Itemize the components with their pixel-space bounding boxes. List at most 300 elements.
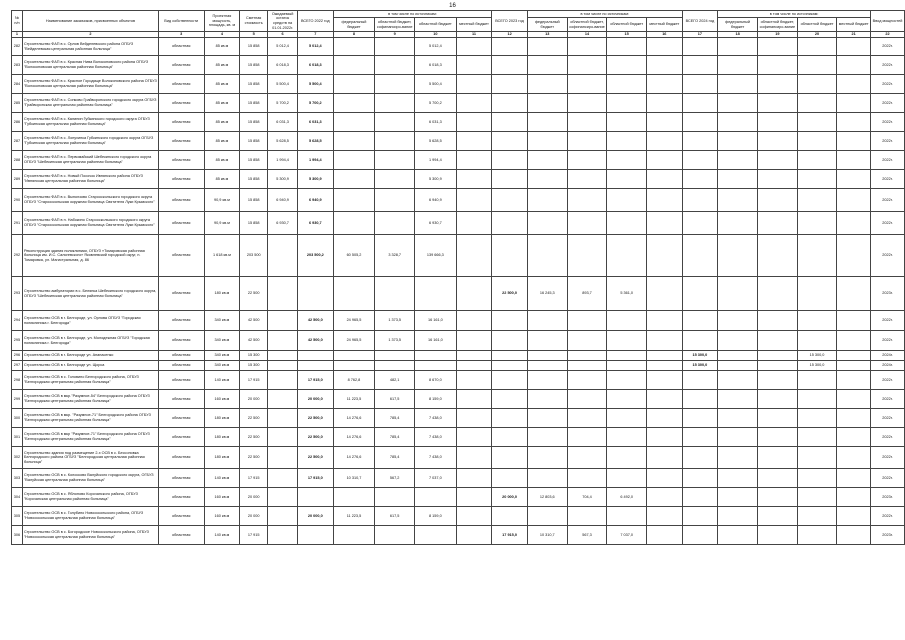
table-cell bbox=[718, 170, 758, 189]
row-number-cell: 305 bbox=[12, 507, 23, 526]
table-cell bbox=[797, 488, 837, 507]
table-cell bbox=[567, 371, 607, 390]
table-cell: областная bbox=[158, 75, 204, 94]
table-cell bbox=[527, 212, 567, 235]
table-cell bbox=[797, 75, 837, 94]
table-cell: 2022г. bbox=[871, 94, 905, 113]
table-cell: 5 300,9 bbox=[268, 170, 298, 189]
table-cell bbox=[567, 235, 607, 277]
table-cell bbox=[837, 151, 871, 170]
table-cell bbox=[757, 351, 797, 361]
table-cell: 85 кв.м bbox=[204, 94, 240, 113]
table-cell: 8 159,0 bbox=[415, 507, 457, 526]
row-number-cell: 299 bbox=[12, 390, 23, 409]
row-number-cell: 295 bbox=[12, 331, 23, 351]
table-cell: 15 300 bbox=[240, 351, 268, 361]
table-cell bbox=[268, 371, 298, 390]
table-cell: 2022г. bbox=[871, 390, 905, 409]
table-cell bbox=[757, 151, 797, 170]
table-cell bbox=[682, 170, 718, 189]
table-cell bbox=[682, 526, 718, 545]
table-cell bbox=[682, 390, 718, 409]
table-cell bbox=[567, 331, 607, 351]
table-cell: 2024г. bbox=[871, 361, 905, 371]
table-cell bbox=[682, 132, 718, 151]
table-cell bbox=[492, 447, 528, 469]
table-cell bbox=[268, 447, 298, 469]
table-cell bbox=[646, 507, 682, 526]
table-cell bbox=[646, 277, 682, 311]
table-cell bbox=[646, 447, 682, 469]
table-cell bbox=[567, 351, 607, 361]
table-cell bbox=[837, 38, 871, 56]
table-cell: 5 012,4 bbox=[268, 38, 298, 56]
table-cell: 15 858 bbox=[240, 170, 268, 189]
table-cell bbox=[646, 38, 682, 56]
table-cell: 1 618 кв.м bbox=[204, 235, 240, 277]
table-cell bbox=[646, 56, 682, 75]
table-row bbox=[12, 311, 905, 331]
object-name-cell: Строительство ФАП в п. Набокино Старооскольского городского округа ОГБУЗ "Старооскольская окружная больница Святителя Луки Крымского" bbox=[22, 212, 158, 235]
table-cell bbox=[718, 113, 758, 132]
row-number-cell: 288 bbox=[12, 151, 23, 170]
table-cell bbox=[682, 311, 718, 331]
table-cell bbox=[718, 311, 758, 331]
column-number: 7 bbox=[298, 32, 334, 38]
table-cell: 22 500 bbox=[240, 409, 268, 428]
column-number: 13 bbox=[527, 32, 567, 38]
table-cell bbox=[375, 56, 415, 75]
table-cell bbox=[607, 390, 647, 409]
table-cell bbox=[757, 235, 797, 277]
table-cell bbox=[757, 113, 797, 132]
table-cell bbox=[567, 212, 607, 235]
table-cell bbox=[567, 113, 607, 132]
table-cell bbox=[333, 277, 375, 311]
table-cell bbox=[646, 189, 682, 212]
table-cell bbox=[492, 235, 528, 277]
table-cell bbox=[527, 56, 567, 75]
object-name-cell: Строительство ФАП в с. Красная Нива Волоконовского района ОГБУЗ "Волоконовская центральная районная больница" bbox=[22, 56, 158, 75]
table-cell bbox=[607, 113, 647, 132]
table-cell bbox=[607, 361, 647, 371]
table-cell: областная bbox=[158, 390, 204, 409]
table-cell: 11 223,5 bbox=[333, 507, 375, 526]
table-cell: 617,5 bbox=[375, 507, 415, 526]
table-cell: 6 930,7 bbox=[298, 212, 334, 235]
table-cell bbox=[646, 235, 682, 277]
table-cell bbox=[492, 212, 528, 235]
table-cell bbox=[837, 390, 871, 409]
table-cell: 2022г. bbox=[871, 469, 905, 488]
table-cell: 160 кв.м bbox=[204, 390, 240, 409]
table-cell bbox=[415, 526, 457, 545]
column-number: 10 bbox=[415, 32, 457, 38]
table-cell bbox=[646, 428, 682, 447]
table-cell bbox=[456, 151, 492, 170]
table-cell bbox=[607, 94, 647, 113]
table-cell bbox=[375, 526, 415, 545]
table-cell: 6 031,3 bbox=[415, 113, 457, 132]
row-number-cell: 298 bbox=[12, 371, 23, 390]
table-cell: 5 500,4 bbox=[268, 75, 298, 94]
table-cell bbox=[718, 428, 758, 447]
table-cell bbox=[456, 361, 492, 371]
table-cell bbox=[797, 371, 837, 390]
table-cell: 5 500,4 bbox=[415, 75, 457, 94]
table-cell: областная bbox=[158, 331, 204, 351]
row-number-cell: 304 bbox=[12, 488, 23, 507]
row-number-cell: 300 bbox=[12, 409, 23, 428]
table-cell bbox=[527, 507, 567, 526]
table-cell: 140 кв.м bbox=[204, 526, 240, 545]
table-cell bbox=[456, 311, 492, 331]
table-cell: 22 500,0 bbox=[298, 447, 334, 469]
table-cell bbox=[837, 447, 871, 469]
table-cell bbox=[757, 428, 797, 447]
table-cell bbox=[333, 526, 375, 545]
table-row bbox=[12, 331, 905, 351]
table-cell: 8 159,0 bbox=[415, 390, 457, 409]
table-cell bbox=[607, 371, 647, 390]
table-cell bbox=[375, 170, 415, 189]
table-cell bbox=[333, 189, 375, 212]
table-cell: 180 кв.м bbox=[204, 428, 240, 447]
table-cell bbox=[607, 38, 647, 56]
table-cell bbox=[527, 311, 567, 331]
column-number: 12 bbox=[492, 32, 528, 38]
table-cell bbox=[456, 331, 492, 351]
table-cell bbox=[268, 409, 298, 428]
table-cell bbox=[837, 428, 871, 447]
group-header: в том числе по источникам: bbox=[333, 11, 492, 18]
table-cell: 2022г. bbox=[871, 151, 905, 170]
table-cell bbox=[837, 507, 871, 526]
object-name-cell: Строительство ОСВ в мкр."Разумное-54" Белгородского района ОГБУЗ "Белгородская центральная районная больница" bbox=[22, 390, 158, 409]
table-cell bbox=[682, 507, 718, 526]
table-cell bbox=[646, 132, 682, 151]
column-number: 19 bbox=[757, 32, 797, 38]
table-cell bbox=[268, 390, 298, 409]
table-cell bbox=[757, 390, 797, 409]
table-cell: 6 930,7 bbox=[268, 212, 298, 235]
table-body bbox=[12, 38, 905, 545]
table-cell bbox=[646, 113, 682, 132]
table-cell bbox=[527, 75, 567, 94]
table-cell bbox=[797, 170, 837, 189]
table-cell bbox=[268, 488, 298, 507]
table-row bbox=[12, 113, 905, 132]
table-cell bbox=[757, 311, 797, 331]
table-cell: 24 965,5 bbox=[333, 311, 375, 331]
table-cell bbox=[837, 277, 871, 311]
table-cell: 2022г. bbox=[871, 132, 905, 151]
table-row bbox=[12, 488, 905, 507]
table-cell: 5 628,5 bbox=[298, 132, 334, 151]
table-cell bbox=[268, 428, 298, 447]
table-cell: 85 кв.м bbox=[204, 56, 240, 75]
table-cell: 20 000 bbox=[240, 488, 268, 507]
table-cell bbox=[607, 409, 647, 428]
object-name-cell: Строительство ФАП в с. Первомайский Шебекинского городского округа ОГБУЗ "Шебекинская центральная районная больница" bbox=[22, 151, 158, 170]
table-cell bbox=[567, 361, 607, 371]
table-cell bbox=[797, 311, 837, 331]
object-name-cell: Строительство ОСВ в с. Яблоново Корочанского района, ОГБУЗ "Корочанская центральная районная больница" bbox=[22, 488, 158, 507]
table-cell: 2022г. bbox=[871, 371, 905, 390]
table-cell bbox=[837, 351, 871, 361]
table-cell bbox=[456, 56, 492, 75]
table-row bbox=[12, 56, 905, 75]
col-header: федеральный бюджет bbox=[527, 18, 567, 32]
table-cell: 10 310,7 bbox=[527, 526, 567, 545]
table-cell bbox=[527, 189, 567, 212]
table-cell: 160 кв.м bbox=[204, 488, 240, 507]
table-cell bbox=[456, 371, 492, 390]
row-number-cell: 297 bbox=[12, 361, 23, 371]
table-cell bbox=[268, 235, 298, 277]
table-cell: 6 940,9 bbox=[298, 189, 334, 212]
table-cell bbox=[607, 507, 647, 526]
table-cell bbox=[333, 361, 375, 371]
table-cell bbox=[718, 151, 758, 170]
table-cell bbox=[333, 351, 375, 361]
table-cell bbox=[718, 56, 758, 75]
table-cell bbox=[797, 151, 837, 170]
table-cell: 15 858 bbox=[240, 132, 268, 151]
table-cell: 7 438,0 bbox=[415, 428, 457, 447]
table-cell bbox=[837, 189, 871, 212]
table-row bbox=[12, 409, 905, 428]
table-cell: 2023г. bbox=[871, 488, 905, 507]
table-cell bbox=[797, 428, 837, 447]
table-cell bbox=[607, 170, 647, 189]
table-cell bbox=[527, 409, 567, 428]
table-cell bbox=[456, 351, 492, 361]
column-number: 9 bbox=[375, 32, 415, 38]
column-number: 2 bbox=[22, 32, 158, 38]
table-cell: 17 915 bbox=[240, 469, 268, 488]
table-cell bbox=[682, 151, 718, 170]
table-cell bbox=[607, 212, 647, 235]
table-cell bbox=[527, 351, 567, 361]
row-number-cell: 303 bbox=[12, 469, 23, 488]
col-header: местный бюджет bbox=[646, 18, 682, 32]
table-cell: 5 628,5 bbox=[268, 132, 298, 151]
table-cell: 2022г. bbox=[871, 235, 905, 277]
table-cell: 15 300,0 bbox=[797, 351, 837, 361]
column-number: 20 bbox=[797, 32, 837, 38]
table-cell: областная bbox=[158, 56, 204, 75]
table-cell bbox=[456, 75, 492, 94]
table-cell: областная bbox=[158, 212, 204, 235]
table-cell: 15 858 bbox=[240, 151, 268, 170]
table-row bbox=[12, 526, 905, 545]
table-row bbox=[12, 447, 905, 469]
table-cell bbox=[268, 469, 298, 488]
table-cell bbox=[837, 132, 871, 151]
table-cell bbox=[797, 390, 837, 409]
table-cell: областная bbox=[158, 277, 204, 311]
table-cell bbox=[607, 311, 647, 331]
column-number: 21 bbox=[837, 32, 871, 38]
table-cell bbox=[646, 488, 682, 507]
table-cell bbox=[456, 390, 492, 409]
table-cell: 11 223,5 bbox=[333, 390, 375, 409]
table-cell: 5 628,5 bbox=[415, 132, 457, 151]
table-cell bbox=[718, 212, 758, 235]
table-cell: 20 000,0 bbox=[298, 390, 334, 409]
row-number-cell: 293 bbox=[12, 277, 23, 311]
table-cell bbox=[718, 351, 758, 361]
table-cell: 2024г. bbox=[871, 351, 905, 361]
column-number: 8 bbox=[333, 32, 375, 38]
table-cell bbox=[375, 132, 415, 151]
row-number-cell: 301 bbox=[12, 428, 23, 447]
column-number: 18 bbox=[718, 32, 758, 38]
table-cell: 180 кв.м bbox=[204, 277, 240, 311]
table-cell bbox=[757, 277, 797, 311]
table-cell: 1 994,4 bbox=[298, 151, 334, 170]
table-cell: 10 310,7 bbox=[333, 469, 375, 488]
page-number: 16 bbox=[449, 3, 456, 9]
table-cell: 12 803,6 bbox=[527, 488, 567, 507]
table-cell: областная bbox=[158, 526, 204, 545]
object-name-cell: Строительство ОСВ в г. Белгороде ул. Апанасенко bbox=[22, 351, 158, 361]
table-cell: 203 500 bbox=[240, 235, 268, 277]
table-cell bbox=[527, 132, 567, 151]
table-cell bbox=[682, 56, 718, 75]
table-cell bbox=[607, 132, 647, 151]
table-cell bbox=[268, 311, 298, 331]
table-cell bbox=[456, 428, 492, 447]
table-cell bbox=[375, 189, 415, 212]
table-cell bbox=[607, 56, 647, 75]
table-cell: 203 500,2 bbox=[298, 235, 334, 277]
table-cell: областная bbox=[158, 311, 204, 331]
table-cell: 15 858 bbox=[240, 38, 268, 56]
table-cell: 2022г. bbox=[871, 170, 905, 189]
table-cell: 160 кв.м bbox=[204, 507, 240, 526]
table-cell bbox=[567, 75, 607, 94]
table-cell bbox=[333, 151, 375, 170]
table-cell bbox=[456, 507, 492, 526]
table-cell: 22 500 bbox=[240, 428, 268, 447]
table-cell: 2022г. bbox=[871, 212, 905, 235]
table-cell bbox=[298, 351, 334, 361]
table-row bbox=[12, 94, 905, 113]
table-cell bbox=[718, 235, 758, 277]
table-cell bbox=[718, 488, 758, 507]
table-cell bbox=[492, 371, 528, 390]
col-header: ВСЕГО 2024 год bbox=[682, 11, 718, 32]
table-cell bbox=[797, 469, 837, 488]
table-cell: 15 858 bbox=[240, 189, 268, 212]
table-cell: 17 915,0 bbox=[298, 469, 334, 488]
table-cell bbox=[567, 56, 607, 75]
table-cell: 22 500,0 bbox=[298, 409, 334, 428]
table-cell bbox=[682, 38, 718, 56]
table-cell bbox=[757, 361, 797, 371]
table-cell: областная bbox=[158, 447, 204, 469]
column-number: 15 bbox=[607, 32, 647, 38]
table-cell bbox=[718, 331, 758, 351]
table-cell bbox=[646, 361, 682, 371]
table-cell bbox=[492, 469, 528, 488]
table-cell: 6 018,3 bbox=[268, 56, 298, 75]
table-cell bbox=[682, 469, 718, 488]
col-header: Сметная стоимость bbox=[240, 11, 268, 32]
table-cell bbox=[757, 526, 797, 545]
table-cell bbox=[837, 488, 871, 507]
table-cell: 15 858 bbox=[240, 56, 268, 75]
table-cell: 2022г. bbox=[871, 428, 905, 447]
table-cell: 15 858 bbox=[240, 75, 268, 94]
table-cell bbox=[837, 75, 871, 94]
table-row bbox=[12, 189, 905, 212]
table-cell: 85 кв.м bbox=[204, 75, 240, 94]
table-cell bbox=[492, 151, 528, 170]
col-header: областной бюджет bbox=[415, 18, 457, 32]
object-name-cell: Строительство ОСВ в мкр. "Разумное-71" Белгородского района ОГБУЗ "Белгородская центральная районная больница" bbox=[22, 409, 158, 428]
table-cell bbox=[646, 469, 682, 488]
col-header: областной бюджет, софинансиро-вание bbox=[567, 18, 607, 32]
table-cell: 22 500 bbox=[240, 447, 268, 469]
table-cell bbox=[492, 361, 528, 371]
row-number-cell: 289 bbox=[12, 170, 23, 189]
table-cell: 6 492,0 bbox=[607, 488, 647, 507]
table-cell: областная bbox=[158, 132, 204, 151]
row-number-cell: 306 bbox=[12, 526, 23, 545]
table-row bbox=[12, 351, 905, 361]
table-cell bbox=[646, 170, 682, 189]
table-cell bbox=[837, 113, 871, 132]
table-row bbox=[12, 151, 905, 170]
table-cell bbox=[797, 447, 837, 469]
table-cell: 893,7 bbox=[567, 277, 607, 311]
table-cell: 60 505,2 bbox=[333, 235, 375, 277]
table-cell bbox=[757, 409, 797, 428]
table-cell bbox=[456, 447, 492, 469]
table-cell: 15 300,0 bbox=[682, 351, 718, 361]
table-cell bbox=[456, 488, 492, 507]
table-cell bbox=[492, 170, 528, 189]
table-cell: 15 300 bbox=[240, 361, 268, 371]
table-cell: 139 666,3 bbox=[415, 235, 457, 277]
object-name-cell: Строительство ОСВ в г. Белгороде, ул. Молодежная ОГБУЗ "Городская поликлиника г. Белгорода" bbox=[22, 331, 158, 351]
table-cell: 5 700,2 bbox=[268, 94, 298, 113]
table-cell: 22 500 bbox=[240, 277, 268, 311]
table-cell bbox=[298, 526, 334, 545]
table-cell bbox=[718, 390, 758, 409]
table-cell bbox=[837, 409, 871, 428]
table-cell: 2023г. bbox=[871, 526, 905, 545]
col-header: Вид собственности bbox=[158, 11, 204, 32]
table-row bbox=[12, 277, 905, 311]
table-cell bbox=[757, 94, 797, 113]
table-cell bbox=[797, 526, 837, 545]
table-cell bbox=[797, 277, 837, 311]
row-number-cell: 291 bbox=[12, 212, 23, 235]
table-cell bbox=[492, 311, 528, 331]
row-number-cell: 284 bbox=[12, 75, 23, 94]
table-cell: 5 361,0 bbox=[607, 277, 647, 311]
table-cell: областная bbox=[158, 507, 204, 526]
table-cell: 15 300,0 bbox=[797, 361, 837, 371]
table-cell: 85 кв.м bbox=[204, 113, 240, 132]
table-cell: 90,9 кв.м bbox=[204, 189, 240, 212]
table-cell: 6 018,3 bbox=[415, 56, 457, 75]
column-number: 6 bbox=[268, 32, 298, 38]
